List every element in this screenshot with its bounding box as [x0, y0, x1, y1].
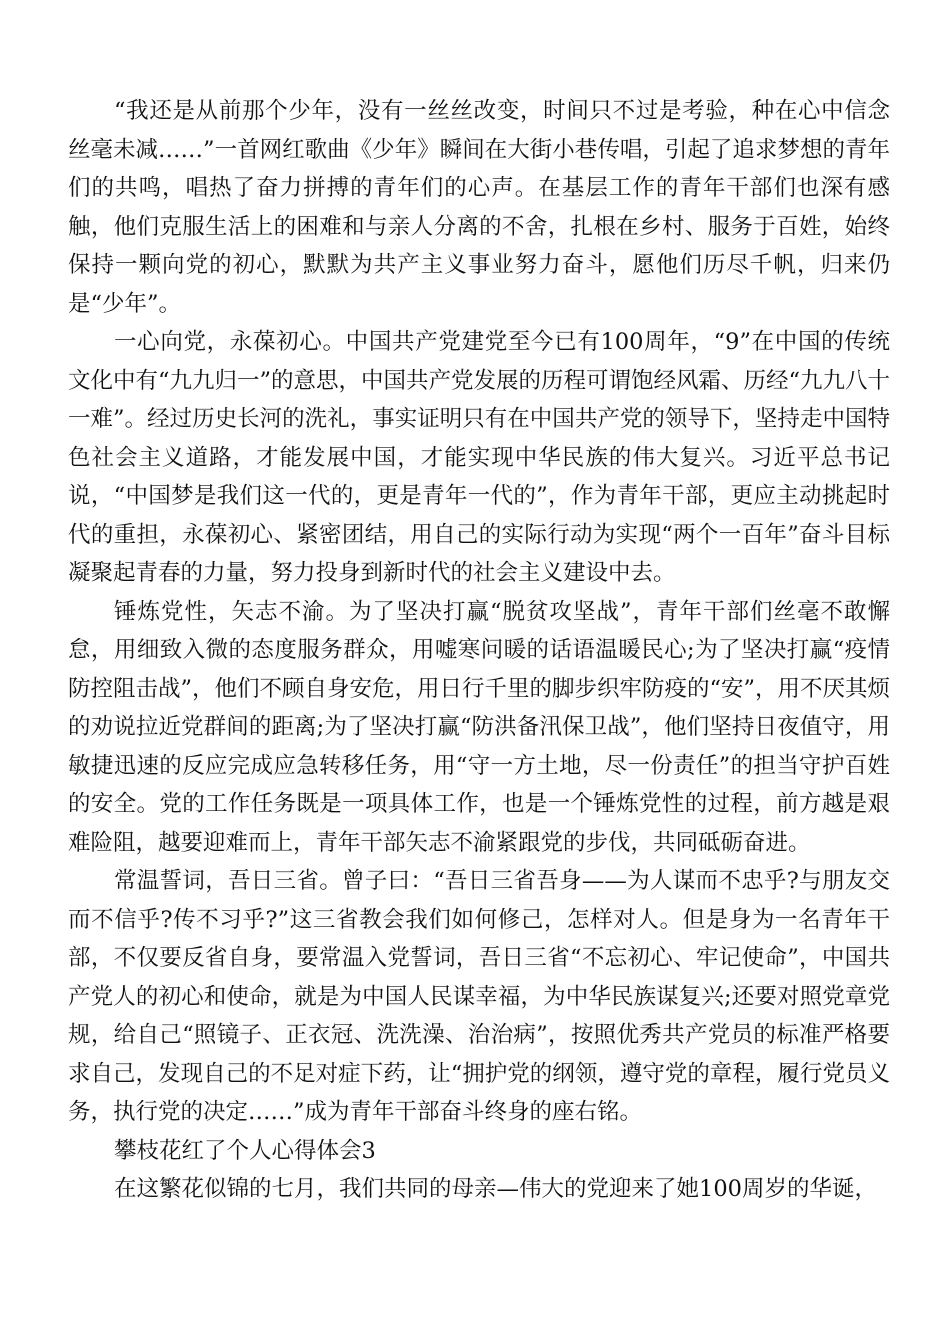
paragraph-party-spirit: 锤炼党性，矢志不渝。为了坚决打赢“脱贫攻坚战”，青年干部们丝毫不敢懈怠，用细致入微的态度服务群众，用嘘寒问暖的话语温暖民心;为了坚决打赢“疫情防控阻击战”，他们不顾自身安危，用日行千里的脚步织牢防疫的“安”，用不厌其烦的劝说拉近党群间的距离;为了坚决打赢“防洪备汛保卫战”，他们坚持日夜值守，用敏捷迅速的反应完成应急转移任务，用“守一方土地，尽一份责任”的担当守护百姓的安全。党的工作任务既是一项具体工作，也是一个锤炼党性的过程，前方越是艰难险阻，越要迎难而上，青年干部矢志不渝紧跟党的步伐，共同砥砺奋进。	[68, 598, 891, 856]
document-page	[68, 92, 890, 1209]
paragraph-oath-reflection: 常温誓词，吾日三省。曾子曰：“吾日三省吾身——为人谋而不忠乎?与朋友交而不信乎?传不习乎?”这三省教会我们如何修己，怎样对人。但是身为一名青年干部，不仅要反省自身，要常温入党誓词，吾日三省“不忘初心、牢记使命”，中国共产党人的初心和使命，就是为中国人民谋幸福，为中华民族谋复兴;还要对照党章党规，给自己“照镜子、正衣冠、洗洗澡、治治病”，按照优秀共产党员的标准严格要求自己，发现自己的不足对症下药，让“拥护党的纲领，遵守党的章程，履行党员义务，执行党的决定……”成为青年干部奋斗终身的座右铭。	[68, 868, 890, 1125]
paragraph-original-aspiration: 一心向党，永葆初心。中国共产党建党至今已有100周年，“9”在中国的传统文化中有“九九归一”的意思，中国共产党发展的历程可谓饱经风霜、历经“九九八十一难”。经过历史长河的洗礼，事实证明只有在中国共产党的领导下，坚持走中国特色社会主义道路，才能发展中国，才能实现中华民族的伟大复兴。习近平总书记说，“中国梦是我们这一代的，更是青年一代的”，作为青年干部，更应主动挑起时代的重担，永葆初心、紧密团结，用自己的实际行动为实现“两个一百年”奋斗目标凝聚起青春的力量，努力投身到新时代的社会主义建设中去。	[68, 329, 891, 586]
section-heading: 攀枝花红了个人心得体会3	[114, 1137, 376, 1164]
paragraph-youth-song: “我还是从前那个少年，没有一丝丝改变，时间只不过是考验，种在心中信念丝毫未减……”一首网红歌曲《少年》瞬间在大街小巷传唱，引起了追求梦想的青年们的共鸣，唱热了奋力拼搏的青年们的心声。在基层工作的青年干部们也深有感触，他们克服生活上的困难和与亲人分离的不舍，扎根在乡村、服务于百姓，始终保持一颗向党的初心，默默为共产主义事业努力奋斗，愿他们历尽千帆，归来仍是“少年”。	[68, 98, 890, 317]
paragraph-july-anniversary: 在这繁花似锦的七月，我们共同的母亲—伟大的党迎来了她100周岁的华诞，	[114, 1176, 877, 1202]
